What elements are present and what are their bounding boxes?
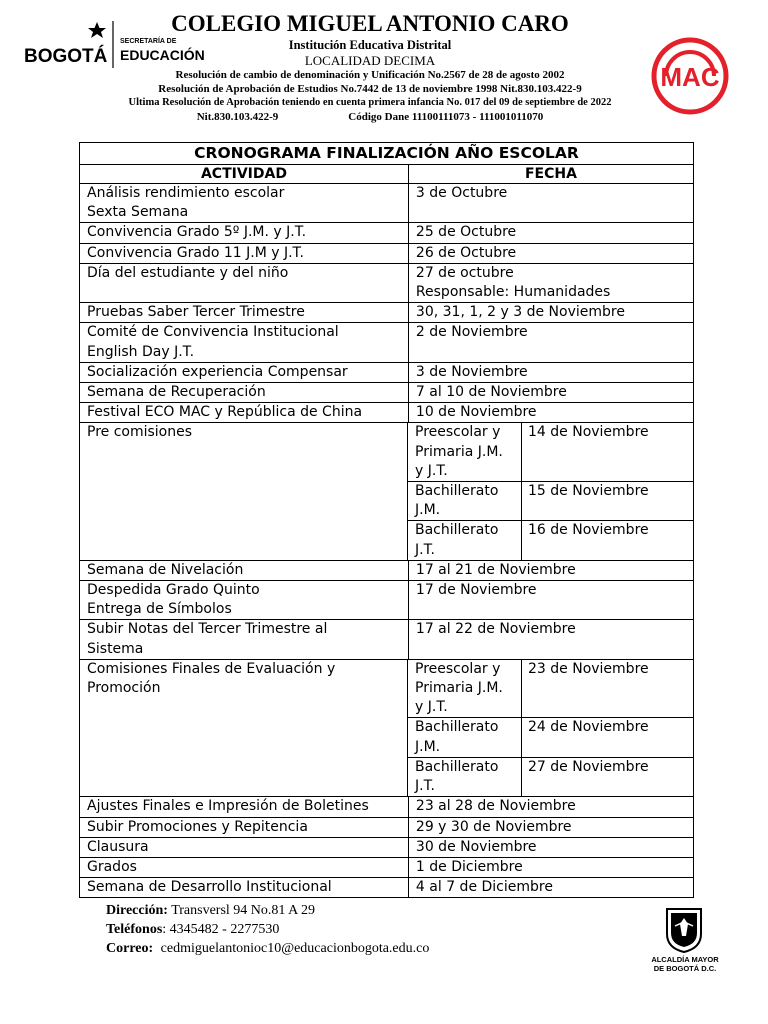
table-row: [80, 818, 693, 838]
activity-cell: Semana de Recuperación: [80, 383, 409, 402]
table-row: [80, 244, 693, 264]
table-row: [80, 561, 693, 581]
date-cell: 17 de Noviembre: [415, 582, 537, 599]
table-row: [80, 620, 693, 659]
activity-cell: Ajustes Finales e Impresión de Boletines: [80, 797, 409, 816]
sub-table: [408, 423, 693, 559]
date-cell: 17 al 21 de Noviembre: [415, 561, 576, 578]
date-cell: 29 y 30 de Noviembre: [415, 818, 572, 835]
activity-cell: Pre comisiones: [80, 423, 408, 559]
date-cell: 17 al 22 de Noviembre: [415, 621, 576, 638]
table-row: [80, 264, 693, 303]
activity-cell: Clausura: [80, 838, 409, 857]
phones-value: : 4345482 - 2277530: [162, 922, 280, 937]
group-cell: Preescolar y Primaria J.M. y J.T.: [408, 423, 522, 481]
activity-cell: Día del estudiante y del niño: [80, 264, 409, 302]
activity-cell: Grados: [80, 858, 409, 877]
school-type: Institución Educativa Distrital: [288, 38, 452, 52]
table-row: [80, 878, 693, 897]
activity-cell: Subir Notas del Tercer Trimestre al Sistema: [80, 620, 409, 658]
sub-row: [408, 660, 693, 719]
date-cell: 26 de Octubre: [415, 244, 517, 261]
table-row: [80, 403, 693, 423]
crest-caption-line-1: ALCALDÍA MAYOR: [651, 955, 719, 964]
date-cell: 24 de Noviembre: [528, 719, 649, 736]
table-row: [80, 858, 693, 878]
date-cell: 7 al 10 de Noviembre: [415, 384, 567, 401]
dane-text: Código Dane 11100111073 - 111001011070: [348, 111, 544, 123]
table-row: [80, 423, 693, 560]
mac-initials: MAC: [660, 62, 720, 92]
group-cell: Bachillerato J.M.: [408, 718, 522, 756]
phones-label: Teléfonos: [106, 922, 163, 937]
schedule-table: [79, 142, 694, 898]
sub-row: [408, 758, 693, 796]
date-cell: 14 de Noviembre: [528, 424, 649, 441]
resolution-line-3: Ultima Resolución de Aprobación teniendo en cuenta primera infancia No. 017 del 09 de septiembre de 2022: [128, 97, 612, 108]
sub-row: [408, 521, 693, 559]
date-cell: 30, 31, 1, 2 y 3 de Noviembre: [415, 304, 625, 321]
group-cell: Preescolar y Primaria J.M. y J.T.: [408, 660, 522, 718]
email-line: [106, 939, 429, 958]
activity-cell: Convivencia Grado 11 J.M y J.T.: [80, 244, 409, 263]
email-label: Correo:: [106, 941, 154, 956]
table-row: [80, 838, 693, 858]
date-cell: 16 de Noviembre: [528, 522, 649, 539]
group-cell: Bachillerato J.T.: [408, 521, 522, 559]
group-cell: Bachillerato J.M.: [408, 482, 522, 520]
date-cell: 30 de Noviembre: [415, 838, 537, 855]
date-cell: 27 de octubre Responsable: Humanidades: [415, 264, 611, 301]
sub-row: [408, 482, 693, 521]
activity-cell: Semana de Desarrollo Institucional: [80, 878, 409, 897]
activity-cell: Festival ECO MAC y República de China: [80, 403, 409, 422]
address-line: [106, 901, 429, 920]
date-cell: 27 de Noviembre: [528, 758, 649, 775]
activity-cell: Convivencia Grado 5º J.M. y J.T.: [80, 223, 409, 242]
group-cell: Bachillerato J.T.: [408, 758, 522, 796]
school-title: COLEGIO MIGUEL ANTONIO CARO: [171, 11, 569, 36]
activity-cell: Comisiones Finales de Evaluación y Promoción: [80, 660, 408, 796]
school-locality: LOCALIDAD DECIMA: [304, 53, 436, 68]
date-cell: 3 de Noviembre: [415, 363, 528, 380]
date-cell: 25 de Octubre: [415, 224, 517, 241]
resolution-line-2: Resolución de Aprobación de Estudios No.7442 de 13 de noviembre 1998 Nit.830.103.422-9: [158, 83, 582, 95]
phones-line: [106, 920, 429, 939]
sub-table: [408, 660, 693, 796]
crest-caption: [636, 955, 734, 973]
date-cell: 2 de Noviembre: [415, 324, 528, 341]
activity-cell: Despedida Grado Quinto Entrega de Símbolos: [80, 581, 409, 619]
school-header: [90, 10, 650, 124]
address-label: Dirección:: [106, 903, 168, 918]
nit-text: Nit.830.103.422-9: [196, 111, 279, 123]
logo-secretaria-text: SECRETARÍA DE: [120, 38, 177, 45]
table-row: [80, 323, 693, 362]
date-cell: 1 de Diciembre: [415, 858, 523, 875]
activity-cell: Comité de Convivencia Institucional English Day J.T.: [80, 323, 409, 361]
logo-educacion-text: EDUCACIÓN: [120, 47, 205, 63]
date-cell: 23 de Noviembre: [528, 660, 649, 677]
bogota-crest-icon: [664, 906, 704, 954]
table-row: [80, 797, 693, 817]
date-cell: 10 de Noviembre: [415, 404, 537, 421]
mac-logo: [650, 36, 730, 116]
nit-dane-row: [90, 110, 650, 124]
sub-row: [408, 718, 693, 757]
table-row: [80, 581, 693, 620]
header-date: FECHA: [524, 166, 577, 182]
date-cell: 4 al 7 de Diciembre: [415, 879, 553, 896]
activity-cell: Análisis rendimiento escolar Sexta Semana: [80, 184, 409, 222]
address-value: Transversl 94 No.81 A 29: [171, 903, 315, 918]
header-activity: ACTIVIDAD: [80, 165, 409, 183]
date-cell: 3 de Octubre: [415, 185, 508, 201]
table-row: [80, 660, 693, 797]
table-row: [80, 303, 693, 323]
activity-cell: Socialización experiencia Compensar: [80, 363, 409, 382]
date-cell: 15 de Noviembre: [528, 483, 649, 500]
activity-cell: Pruebas Saber Tercer Trimestre: [80, 303, 409, 322]
table-row: [80, 223, 693, 243]
activity-cell: Subir Promociones y Repitencia: [80, 818, 409, 837]
resolution-line-1: Resolución de cambio de denominación y Unificación No.2567 de 28 de agosto 2002: [175, 69, 565, 81]
table-row: [80, 184, 693, 223]
sub-row: [408, 423, 693, 482]
activity-cell: Semana de Nivelación: [80, 561, 409, 580]
table-row: [80, 363, 693, 383]
table-header: [80, 165, 693, 184]
date-cell: 23 al 28 de Noviembre: [415, 798, 576, 815]
logo-city-text: BOGOTÁ: [24, 46, 108, 67]
contact-footer: [106, 901, 429, 958]
table-title: CRONOGRAMA FINALIZACIÓN AÑO ESCOLAR: [80, 143, 693, 165]
crest-caption-line-2: DE BOGOTÁ D.C.: [653, 964, 717, 973]
email-link[interactable]: cedmiguelantonioc10@educacionbogota.edu.co: [160, 941, 430, 956]
table-row: [80, 383, 693, 403]
